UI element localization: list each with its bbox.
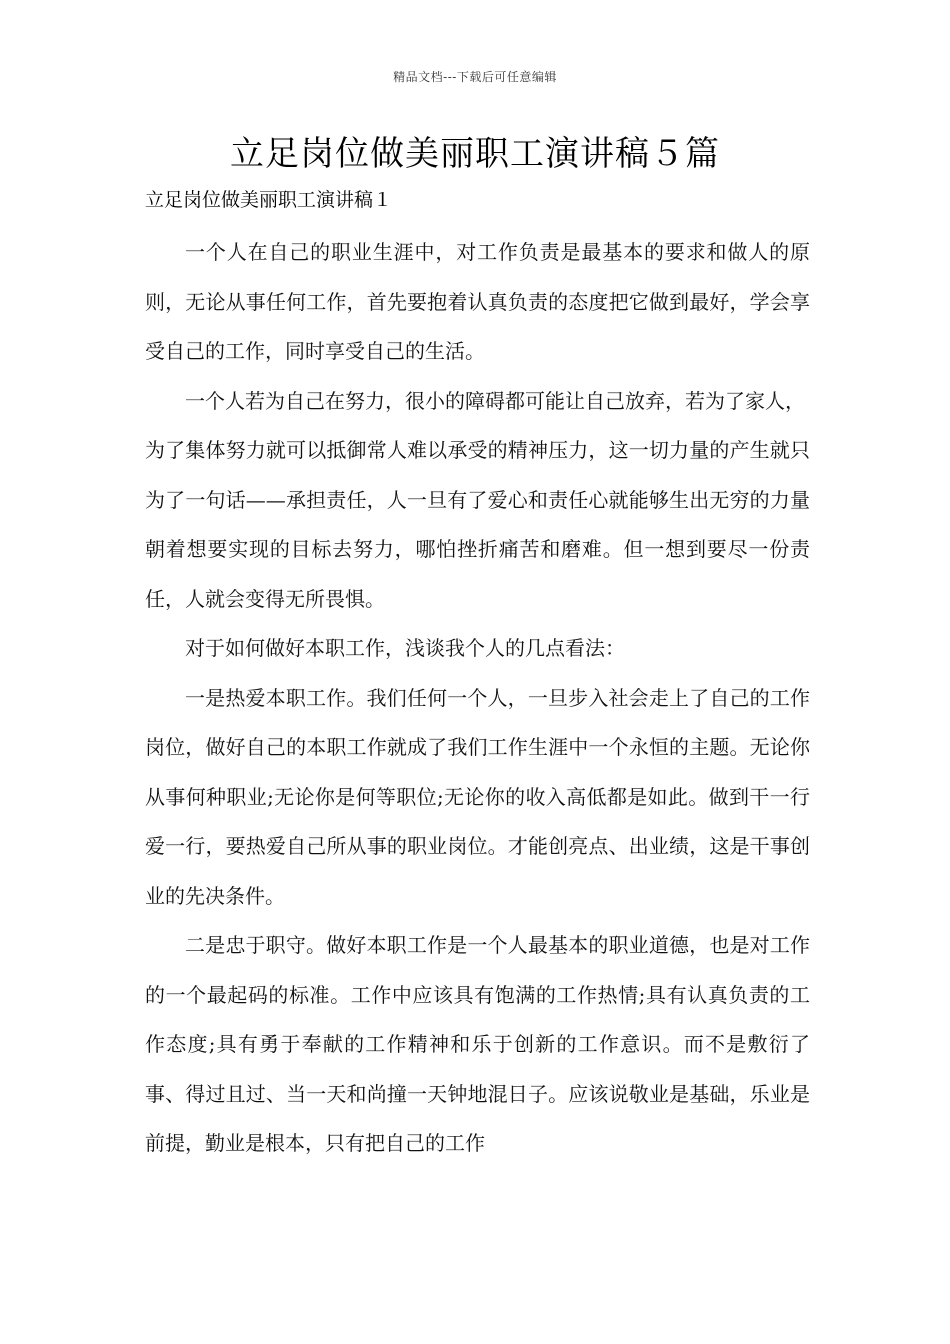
document-title: 立足岗位做美丽职工演讲稿５篇 — [230, 134, 720, 174]
section-subtitle: 立足岗位做美丽职工演讲稿１ — [145, 189, 393, 211]
paragraph: 一个人在自己的职业生涯中，对工作负责是最基本的要求和做人的原则，无论从事任何工作，首先要抱着认真负责的态度把它做到最好，学会享受自己的工作，同时享受自己的生活。 — [145, 240, 810, 363]
paragraph: 为了集体努力就可以抵御常人难以承受的精神压力，这一切力量的产生就只为了一句话——承担责任，人一旦有了爱心和责任心就能够生出无穷的力量朝着想要实现的目标去努力，哪怕挫折痛苦和磨难。但一想到要尽一份责任，人就会变得无所畏惧。 — [145, 438, 810, 611]
paragraph: 一个人若为自己在努力，很小的障碍都可能让自己放弃，若为了家人， — [185, 388, 805, 413]
paragraph: 一是热爱本职工作。我们任何一个人，一旦步入社会走上了自己的工作岗位，做好自己的本职工作就成了我们工作生涯中一个永恒的主题。无论你从事何种职业;无论你是何等职位;无论你的收入高低都是如此。做到干一行爱一行，要热爱自己所从事的职业岗位。才能创亮点、出业绩，这是干事创业的先决条件。 — [145, 685, 810, 908]
document-body — [145, 228, 810, 1169]
header-note: 精品文档---下载后可任意编辑 — [393, 70, 557, 84]
paragraph: 二是忠于职守。做好本职工作是一个人最基本的职业道德，也是对工作的一个最起码的标准。工作中应该具有饱满的工作热情;具有认真负责的工作态度;具有勇于奉献的工作精神和乐于创新的工作意识。而不是敷衍了事、得过且过、当一天和尚撞一天钟地混日子。应该说敬业是基础，乐业是前提，勤业是根本，只有把自己的工作 — [145, 933, 810, 1155]
paragraph: 对于如何做好本职工作，浅谈我个人的几点看法： — [185, 636, 625, 660]
